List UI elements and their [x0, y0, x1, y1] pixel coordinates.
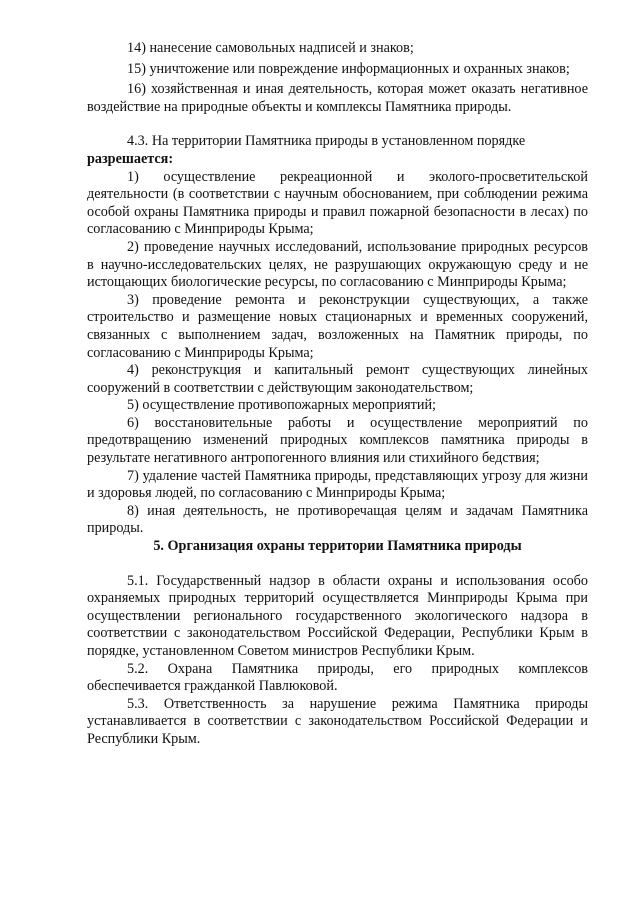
clause-5-1: 5.1. Государственный надзор в области охраны и использования особо охраняемых природных территорий осуществляется Минприроды Крыма при осуществлении регионального государственного экологического надзора в соответствии с законодательством Российской Федерации, Республики Крым в порядке, установленном Советом министров Республики Крым.	[87, 572, 588, 659]
clause-4-3-allowed-word: разрешается:	[87, 150, 174, 167]
prohibition-item-16: 16) хозяйственная и иная деятельность, которая может оказать негативное воздействие на природные объекты и комплексы Памятника природы.	[87, 81, 588, 115]
clause-4-3-intro: 4.3. На территории Памятника природы в установленном порядке	[127, 133, 526, 150]
prohibition-item-15: 15) уничтожение или повреждение информационных и охранных знаков;	[127, 60, 570, 77]
allowed-item-4: 4) реконструкция и капитальный ремонт существующих линейных сооружений в соответствии с действующим законодательством;	[87, 362, 588, 396]
allowed-item-8: 8) иная деятельность, не противоречащая целям и задачам Памятника природы.	[87, 502, 588, 537]
allowed-item-7: 7) удаление частей Памятника природы, представляющих угрозу для жизни и здоровья людей, по согласованию с Минприроды Крыма;	[87, 467, 588, 502]
clause-5-2: 5.2. Охрана Памятника природы, его природных комплексов обеспечивается гражданкой Павлюковой.	[87, 660, 588, 695]
prohibition-item-14: 14) нанесение самовольных надписей и знаков;	[127, 40, 414, 56]
section-5-heading: 5. Организация охраны территории Памятника природы	[153, 538, 522, 555]
allowed-item-3: 3) проведение ремонта и реконструкции существующих, а также строительство и размещение новых стационарных и временных сооружений, связанных с выполнением задач, возложенных на Памятник природы, по согласованию с Минприроды Крыма;	[87, 291, 588, 361]
allowed-item-6: 6) восстановительные работы и осуществление мероприятий по предотвращению изменений природных комплексов памятника природы в результате негативного антропогенного влияния или стихийного бедствия;	[87, 414, 588, 467]
allowed-item-1: 1) осуществление рекреационной и эколого-просветительской деятельности (в соответствии с научным обоснованием, при соблюдении режима особой охраны Памятника природы и правил пожарной безопасности в лесах) по согласованию с Минприроды Крыма;	[87, 168, 588, 238]
clause-5-3: 5.3. Ответственность за нарушение режима Памятника природы устанавливается в соответствии с законодательством Российской Федерации и Республики Крым.	[87, 695, 588, 747]
allowed-item-5: 5) осуществление противопожарных мероприятий;	[127, 397, 436, 414]
page-content	[87, 40, 588, 749]
allowed-item-2: 2) проведение научных исследований, использование природных ресурсов в научно-исследовательских целях, не разрушающих окружающую среду и не истощающих биологические ресурсы, по согласованию с Минприроды Крыма;	[87, 238, 588, 291]
